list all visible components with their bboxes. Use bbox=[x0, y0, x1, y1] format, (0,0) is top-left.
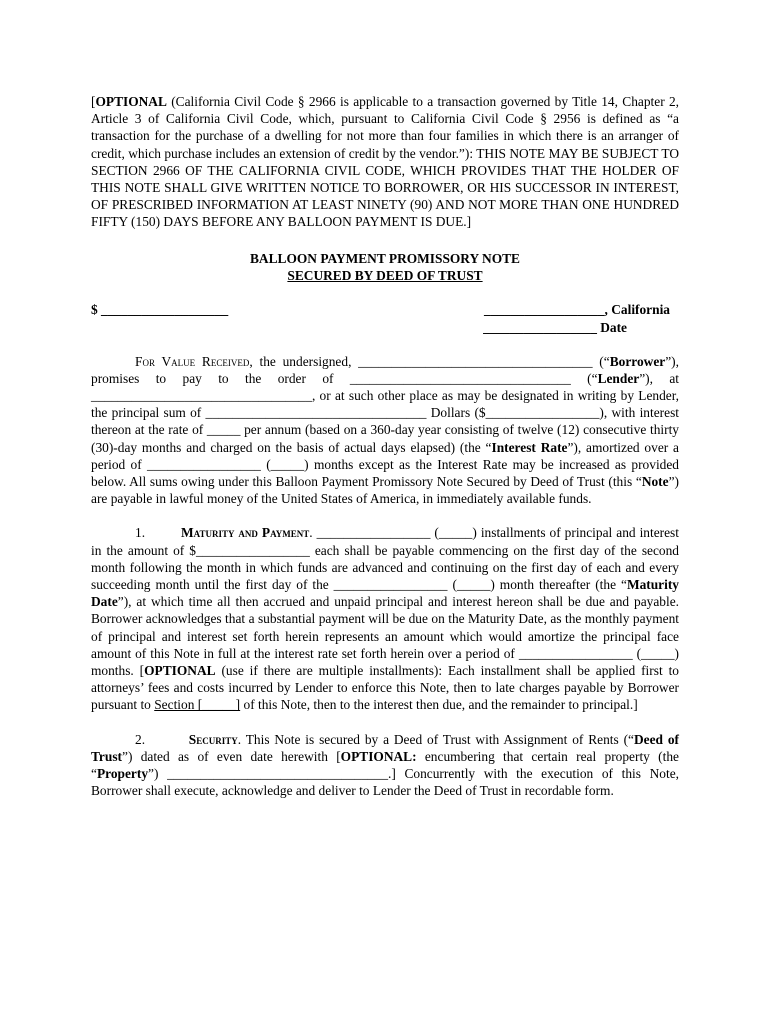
optional-notice-paragraph bbox=[91, 93, 679, 231]
title-line-1: BALLOON PAYMENT PROMISSORY NOTE bbox=[250, 250, 520, 266]
body-text: ”) are payable in lawful money of the United States of America, in immediately available funds. bbox=[91, 474, 679, 507]
header-block bbox=[91, 301, 679, 341]
section-reference: Section [_____] bbox=[154, 697, 241, 713]
document-page bbox=[91, 93, 679, 800]
amount-field: $ ___________________ bbox=[91, 301, 229, 317]
borrower-term: Borrower bbox=[609, 353, 666, 369]
body-text: ”), amortized over a period of _________________ (_____) months except as the Interest Rate may be increased as provided below. All sums owing under this Balloon Payment Promissory Note Secured by Deed of Trust (this “ bbox=[91, 439, 679, 490]
for-value-received: For Value Received bbox=[135, 353, 250, 369]
section-heading: Maturity and Payment bbox=[180, 525, 310, 541]
section-text: . _________________ (_____) installments of principal and interest in the amount of $_________________ each shall be payable commencing on the first day of the second month following the month in which funds are advanced and continuing on the first day of each and every succeeding month until the first day of the _________________ (_____) month thereafter (the “ bbox=[91, 525, 679, 593]
section-text: . This Note is secured by a Deed of Trust with Assignment of Rents (“ bbox=[237, 731, 634, 747]
section-text: ”), at which time all then accrued and unpaid principal and interest hereon shall be due and payable. Borrower acknowledges that a substantial payment will be due on the Maturity Date, as the monthly payment of principal and interest set forth herein represents an amount which would amortize the principal face amount of this Note in full at the interest rate set forth herein over a period of _________________ (_____) months. [ bbox=[91, 594, 679, 679]
body-text: ”), promises to pay to the order of _________________________________ (“ bbox=[91, 353, 679, 386]
notice-text: (California Civil Code § 2966 is applicable to a transaction governed by Title 14, Chapter 2, Article 3 of California Civil Code, which, pursuant to California Civil Code § 2956 is defined as “a transaction for the purchase of a dwelling for not more than four families in which there is an arranger of credit, which purchase includes an extension of credit by the vendor.”): THIS NOTE MAY BE SUBJECT TO SECTION 2966 OF THE CALIFORNIA CIVIL CODE, WHICH PROVIDES THAT THE HOLDER OF THIS NOTE SHALL GIVE WRITTEN NOTICE TO BORROWER, OR HIS SUCCESSOR IN INTEREST, OF PRESCRIBED INFORMATION AT LEAST NINETY (90) AND NOT MORE THAN ONE HUNDRED FIFTY (150) DAYS BEFORE ANY BALLOON PAYMENT IS DUE.] bbox=[91, 94, 679, 230]
note-term: Note bbox=[641, 474, 669, 490]
lender-term: Lender bbox=[597, 370, 640, 386]
optional-label: OPTIONAL bbox=[95, 94, 167, 109]
section-text: of this Note, then to the interest then due, and the remainder to principal.] bbox=[240, 697, 638, 713]
section-1-paragraph bbox=[91, 524, 679, 713]
deed-of-trust-term: Deed of Trust bbox=[91, 731, 679, 764]
section-text: encumbering that certain real property (the “ bbox=[91, 748, 679, 782]
body-text: , the undersigned, ___________________________________ (“ bbox=[249, 353, 610, 369]
interest-rate-term: Interest Rate bbox=[491, 439, 568, 455]
section-text: (use if there are multiple installments): Each installment shall be applied first to attorneys’ fees and costs incurred by Lender to enforce this Note, then to late charges payable by Borrower pursuant to bbox=[91, 663, 679, 713]
value-received-paragraph bbox=[91, 353, 679, 508]
maturity-date-term: Maturity Date bbox=[91, 577, 679, 610]
bracket-text: [ bbox=[91, 94, 96, 109]
optional-label: OPTIONAL bbox=[144, 663, 216, 679]
section-number: 1. bbox=[135, 525, 146, 541]
date-field: _________________ Date bbox=[483, 319, 627, 335]
title-line-2: SECURED BY DEED OF TRUST bbox=[287, 267, 483, 283]
place-field: __________________, California bbox=[484, 301, 670, 317]
property-term: Property bbox=[96, 766, 149, 782]
section-heading: Security bbox=[188, 731, 238, 747]
body-text: ”), at _________________________________, or at such other place as may be designated in writing by Lender, the principal sum of _________________________________ Dollars ($_________________), with interest thereon at the rate of _____ per annum (based on a 360-day year consisting of twelve (12) consecutive thirty (30)-day months and charged on the basis of actual days elapsed) (the “ bbox=[91, 370, 679, 455]
optional-label: OPTIONAL: bbox=[340, 748, 417, 764]
section-number: 2. bbox=[135, 731, 146, 747]
document-title bbox=[91, 250, 679, 284]
section-text: ”) _________________________________.] Concurrently with the execution of this Note, Borrower shall execute, acknowledge and deliver to Lender the Deed of Trust in recordable form. bbox=[91, 766, 679, 799]
section-2-paragraph bbox=[91, 731, 679, 800]
section-text: ”) dated as of even date herewith [ bbox=[122, 748, 341, 764]
